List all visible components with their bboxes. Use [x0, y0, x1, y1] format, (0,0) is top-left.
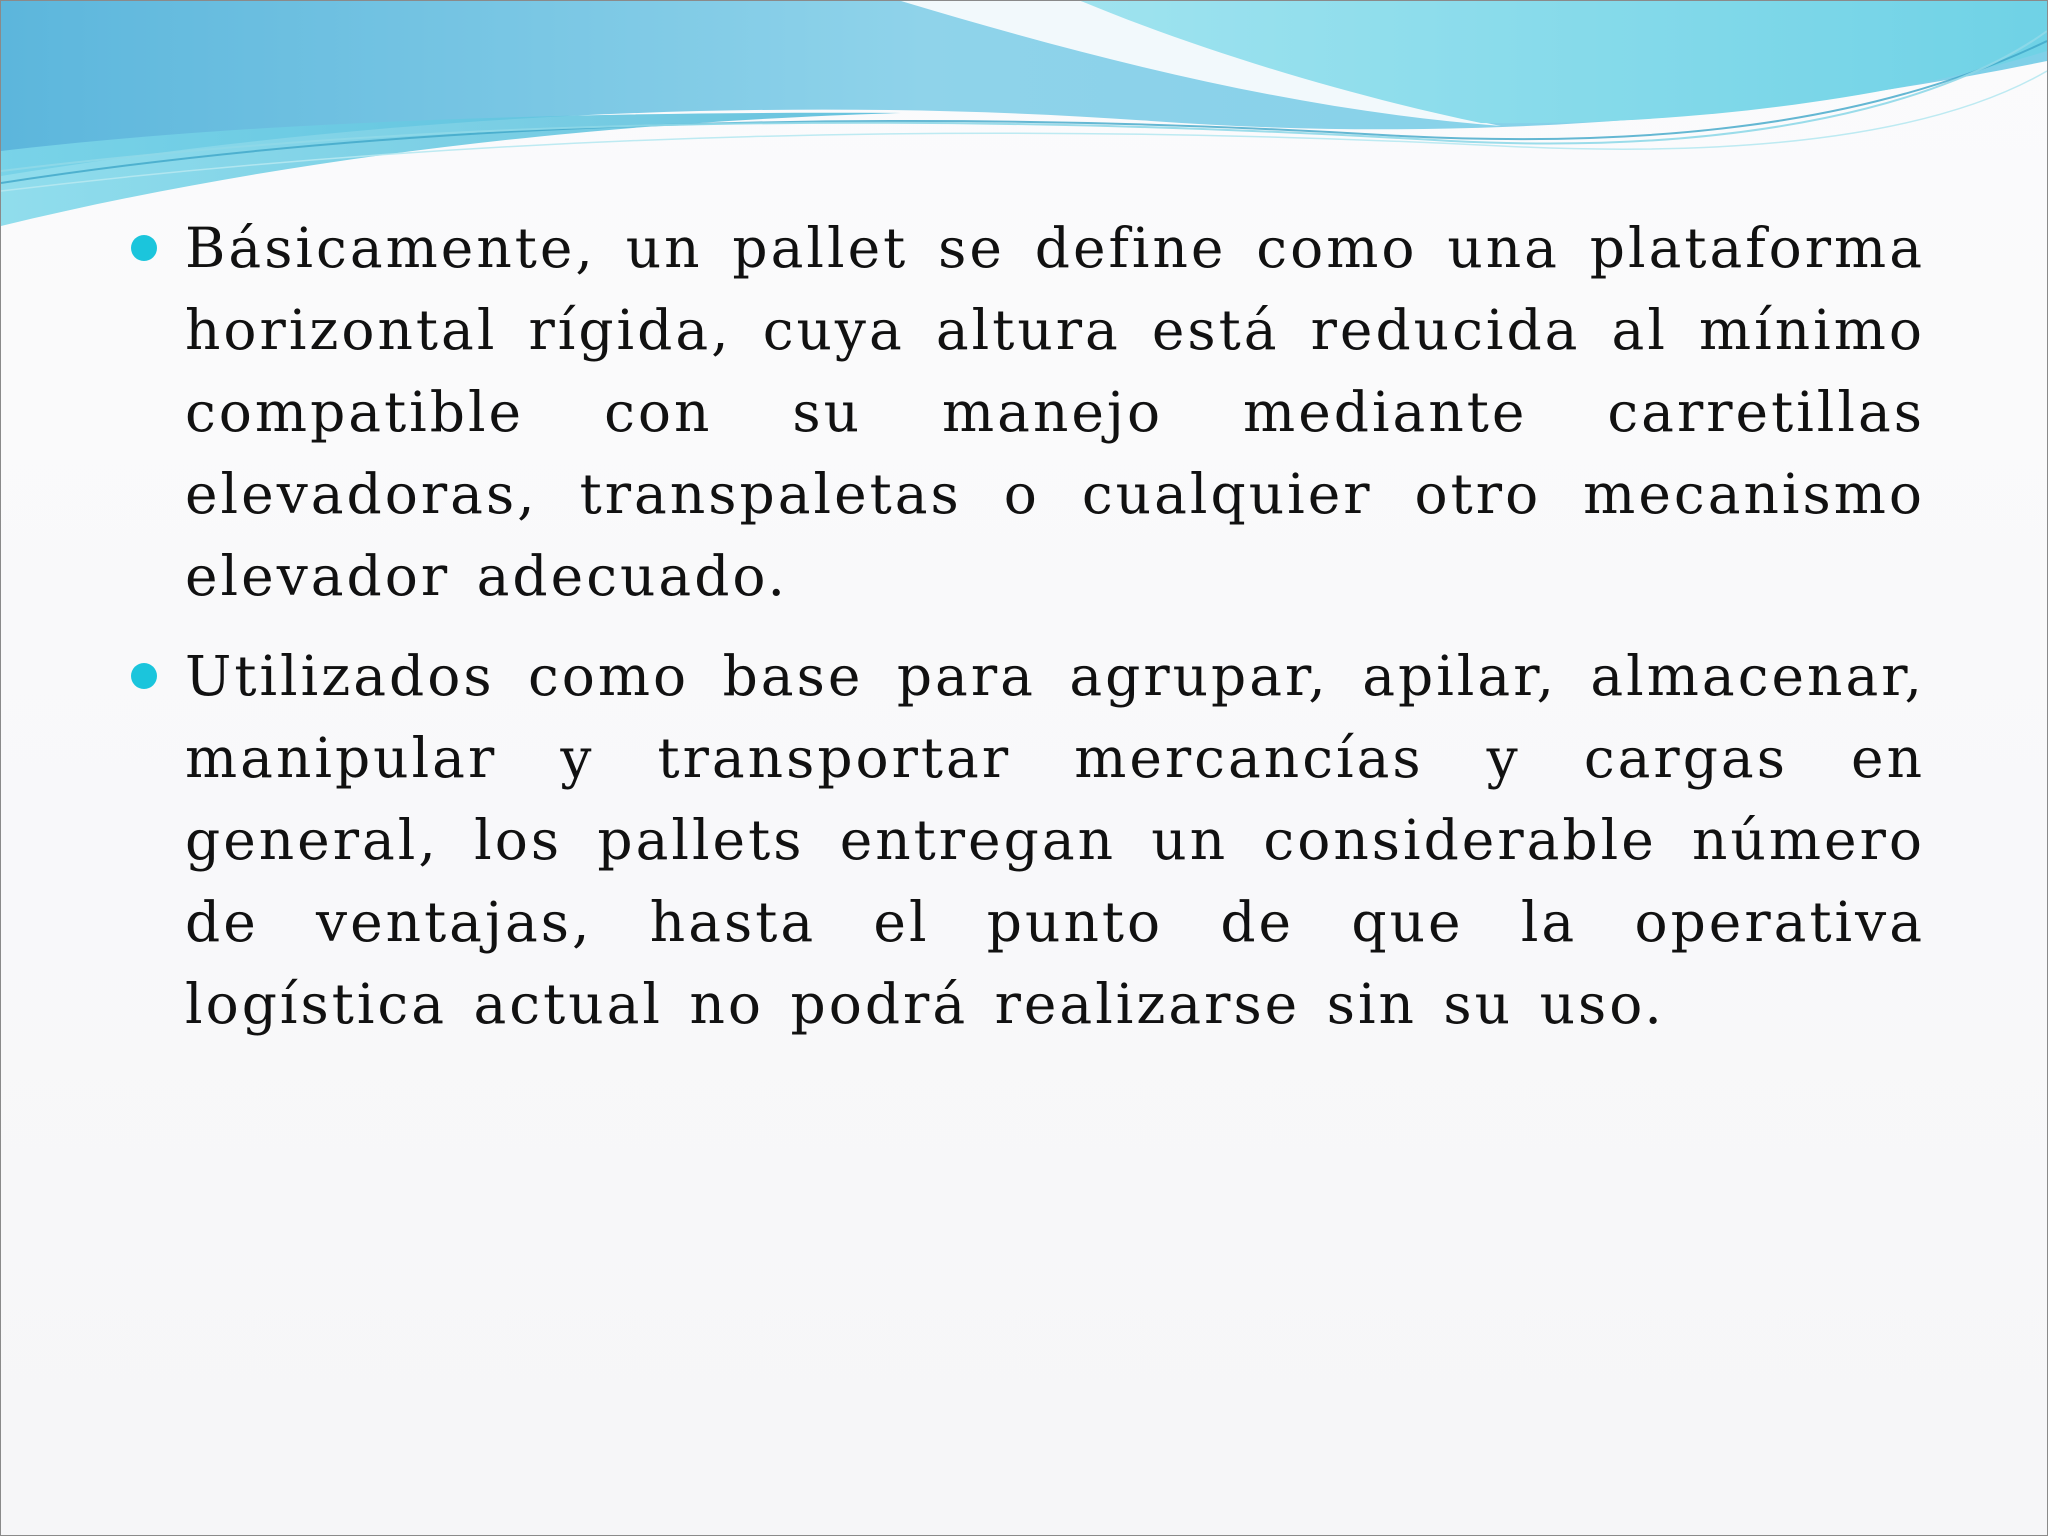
bullet-text-1: Básicamente, un pallet se define como una plataforma horizontal rígida, cuya altura está reducida al mínimo compatible con su manejo mediante carretillas elevadoras, transpaletas o cualquier otro mecanismo elevador adecuado.: [185, 216, 1925, 608]
bullet-item-2: [129, 635, 1925, 1045]
bullet-dot-icon: [131, 663, 157, 689]
header-wave-decoration: [1, 1, 2047, 241]
bullet-text-2: Utilizados como base para agrupar, apilar, almacenar, manipular y transportar mercancías y cargas en general, los pallets entregan un considerable número de ventajas, hasta el punto de que la operativa logística actual no podrá realizarse sin su uso.: [185, 644, 1925, 1036]
bullet-list: [129, 207, 1925, 1063]
bullet-dot-icon: [131, 235, 157, 261]
bullet-item-1: [129, 207, 1925, 617]
